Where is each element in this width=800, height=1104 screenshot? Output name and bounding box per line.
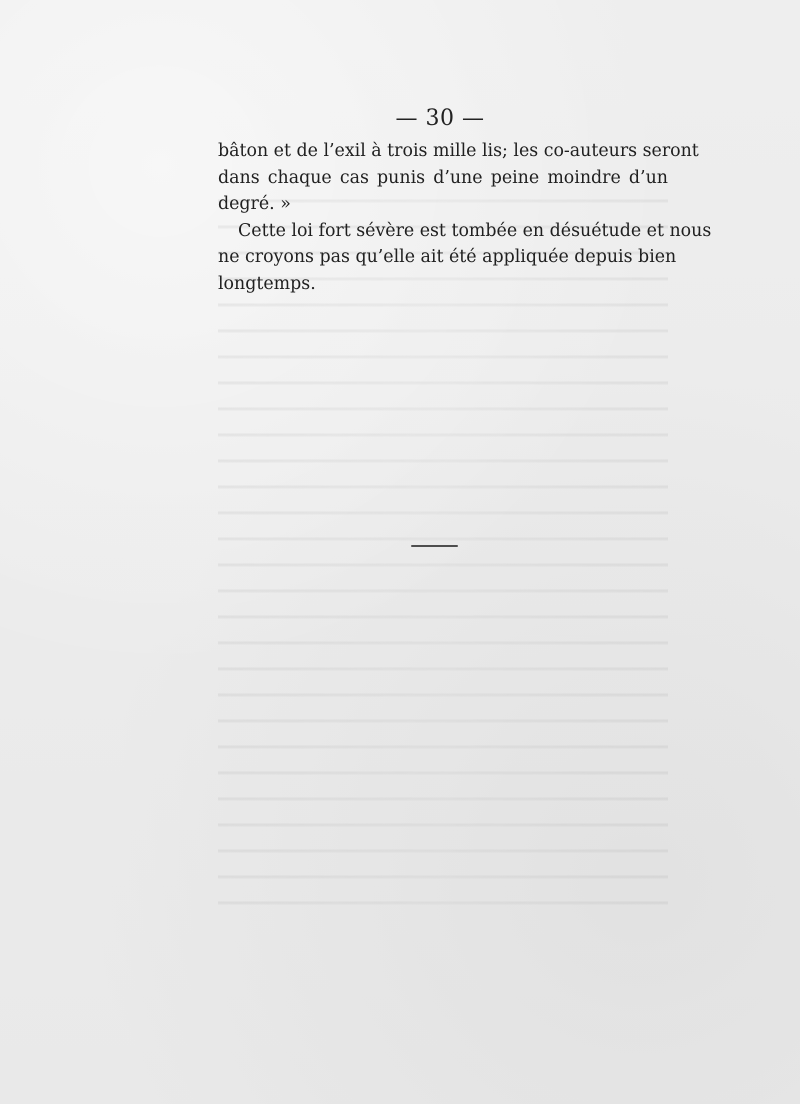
text-line: dans chaque cas punis d’une peine moindre d’un [218,167,668,188]
section-divider [411,545,458,547]
text-line: degré. » [218,194,291,214]
text-line: bâton et de l’exil à trois mille lis; les co-auteurs seront [218,141,699,161]
body-text [218,138,712,297]
page-number: — 30 — [395,106,485,131]
text-line: Cette loi fort sévère est tombée en désuétude et nous [238,220,712,241]
text-line: longtemps. [218,273,316,294]
text-line: ne croyons pas qu’elle ait été appliquée depuis bien [218,247,677,267]
